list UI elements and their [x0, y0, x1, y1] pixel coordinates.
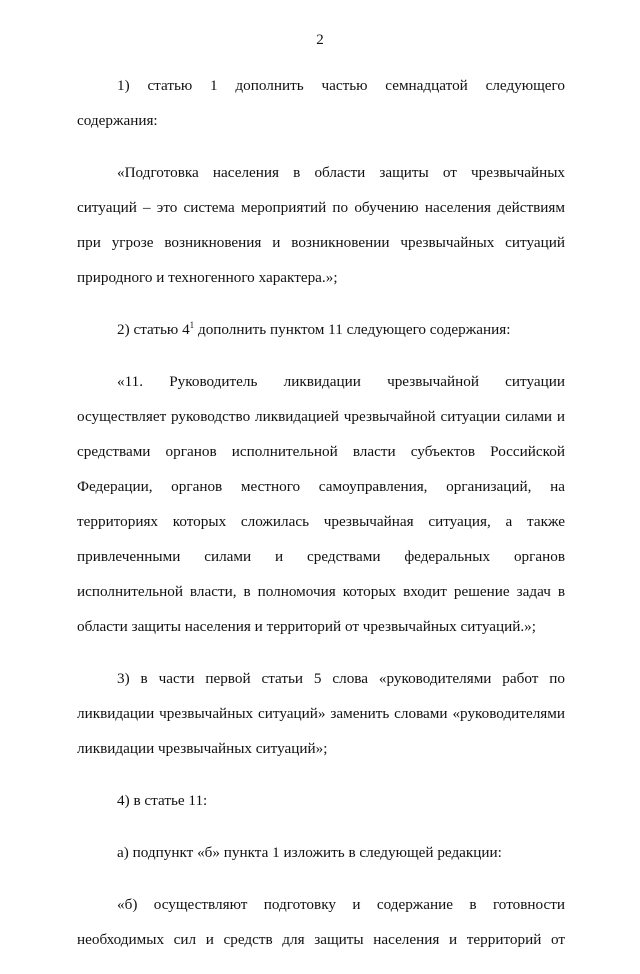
superscript-index: 1: [189, 320, 195, 330]
paragraph-amendment-3: 3) в части первой статьи 5 слова «руководителями работ по ликвидации чрезвычайных ситуаций» заменить словами «руководителями ликвидации чрезвычайных ситуаций»;: [77, 670, 565, 757]
paragraph-point-11: «11. Руководитель ликвидации чрезвычайной ситуации осуществляет руководство ликвидацией чрезвычайной ситуации силами и средствами органов исполнительной власти субъектов Российской Федерации, органов местного самоуправления, организаций, на территориях которых сложилась чрезвычайная ситуация, а также привлеченными силами и средствами федеральных органов исполнительной власти, в полномочия которых входит решение задач в области защиты населения и территорий от чрезвычайных ситуаций.»;: [77, 373, 565, 635]
amendment-2-text-after: дополнить пунктом 11 следующего содержания:: [194, 321, 511, 338]
paragraph-subpoint-b: «б) осуществляют подготовку и содержание в готовности необходимых сил и средств для защиты населения и территорий от: [77, 896, 565, 948]
paragraph-amendment-4: 4) в статье 11:: [117, 792, 208, 809]
paragraph-subpoint-a: а) подпункт «б» пункта 1 изложить в следующей редакции:: [117, 844, 502, 861]
amendment-2-text-before: 2) статью 4: [117, 321, 190, 338]
paragraph-amendment-2: [77, 312, 565, 347]
paragraph-amendment-1: 1) статью 1 дополнить частью семнадцатой следующего содержания:: [77, 77, 565, 129]
document-body: [77, 68, 565, 974]
paragraph-definition: «Подготовка населения в области защиты от чрезвычайных ситуаций – это система мероприятий по обучению населения действиям при угрозе возникновения и возникновении чрезвычайных ситуаций природного и техногенного характера.»;: [77, 164, 565, 286]
page-number: 2: [316, 32, 324, 48]
